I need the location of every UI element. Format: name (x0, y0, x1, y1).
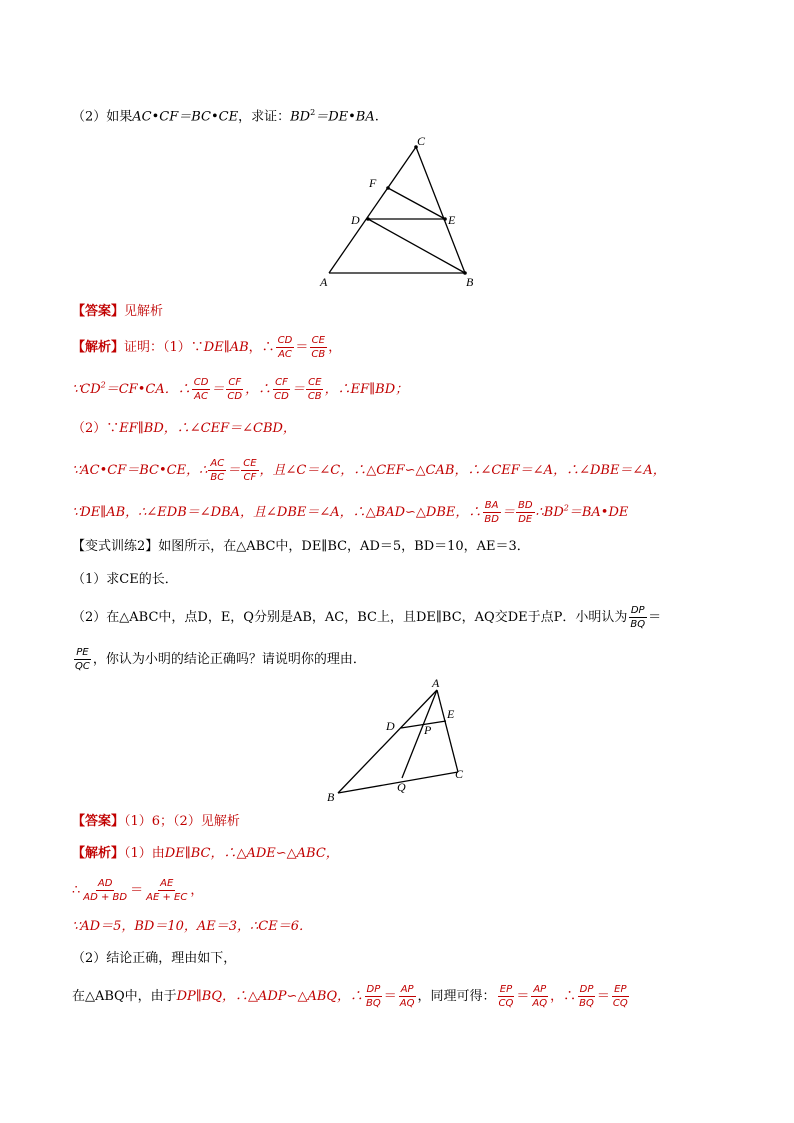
analysis-2-line-1 (72, 845, 339, 863)
equals: ＝ (596, 989, 610, 1004)
numerator: AD (97, 878, 113, 889)
label-b: B (466, 275, 474, 289)
equals: ＝ (295, 340, 309, 355)
text: ∵CD (72, 382, 101, 397)
analysis-2-line-3: ∵AD＝5，BD＝10，AE＝3，∴CE＝6． (72, 919, 312, 934)
answer-tag: 【答案】 (72, 304, 125, 319)
analysis-1-line-3 (72, 420, 296, 438)
label-c: C (417, 134, 426, 148)
fraction (241, 457, 258, 484)
label-q: Q (397, 780, 406, 794)
fraction (611, 983, 630, 1010)
text: ，你认为小明的结论正确吗？请说明你的理由． (92, 652, 366, 667)
prompt-condition: AC•CF＝BC•CE (132, 109, 239, 125)
text: ，同理可得： (417, 989, 496, 1004)
numerator: DP (366, 984, 381, 995)
sup: 2 (100, 380, 106, 390)
answer-1 (72, 303, 163, 321)
denominator: BC (210, 472, 225, 483)
fraction (309, 334, 327, 361)
prompt-end: . (374, 109, 379, 125)
numerator: BA (484, 500, 499, 511)
fraction (628, 604, 647, 631)
text: （1）由 (124, 846, 165, 861)
label-d: D (351, 213, 360, 227)
fraction (530, 983, 549, 1010)
fraction (516, 499, 535, 526)
question-2-prompt (72, 104, 379, 126)
denominator: BQ (630, 619, 646, 630)
denominator: BD (484, 514, 499, 525)
denominator: AC (278, 349, 292, 360)
text: EF∥BD，∴∠CEF＝∠CBD， (119, 421, 296, 436)
label-p: P (424, 723, 432, 737)
numerator: AP (533, 984, 547, 995)
answer-tag: 【答案】 (72, 814, 125, 829)
analysis-tag: 【解析】 (72, 340, 125, 355)
analysis-1-line-4 (72, 457, 666, 484)
label-c: C (455, 767, 464, 781)
text: ∴ (72, 883, 81, 898)
text: DE∥AB (203, 340, 249, 355)
label-a: A (432, 676, 440, 690)
fraction (208, 457, 226, 484)
label-e: E (448, 213, 456, 227)
denominator: CD (227, 391, 243, 402)
numerator: EP (499, 984, 513, 995)
variant-q2-line-1 (72, 604, 661, 631)
analysis-2-line-5 (72, 983, 631, 1010)
variant-q2-line-2 (72, 646, 366, 673)
numerator: CF (275, 377, 288, 388)
fraction (73, 646, 92, 673)
prompt-rhs: ＝DE•BA (315, 109, 375, 125)
equals: ＝ (648, 610, 662, 625)
denominator: CQ (612, 998, 628, 1009)
text: ∵AC•CF＝BC•CE，∴ (72, 463, 208, 478)
fraction (306, 376, 324, 403)
fraction (144, 877, 189, 904)
analysis-tag: 【解析】 (72, 846, 125, 861)
numerator: AC (210, 458, 225, 469)
equals: ＝ (227, 463, 241, 478)
denominator: AC (194, 391, 208, 402)
prompt-bd: BD (290, 109, 311, 125)
text: ，∴ (245, 382, 272, 397)
label-e: E (447, 707, 455, 721)
analysis-2-line-4: （2）结论正确，理由如下， (72, 951, 237, 966)
denominator: BQ (579, 998, 594, 1009)
sup: 2 (563, 503, 569, 513)
variant-title: 【变式训练2】如图所示，在△ABC中，DE∥BC，AD＝5，BD＝10，AE＝3． (72, 539, 530, 554)
label-d: D (386, 719, 395, 733)
denominator: CD (274, 391, 289, 402)
numerator: CF (228, 377, 242, 388)
analysis-1-line-2 (72, 376, 408, 403)
text: ，∴EF∥BD； (324, 382, 409, 397)
numerator: CE (311, 335, 325, 346)
fraction (81, 877, 129, 904)
text: DP∥BQ，∴△ADP∽△ABQ，∴ (176, 989, 364, 1004)
numerator: CE (308, 377, 322, 388)
denominator: CB (307, 391, 322, 402)
denominator: CB (311, 349, 326, 360)
answer-text: （1）6；（2）见解析 (124, 814, 240, 829)
figure-triangle-abc-2 (0, 670, 794, 820)
text: ＝BA•DE (568, 505, 629, 520)
prompt-mid: ，求证： (238, 109, 291, 125)
prompt-sup: 2 (310, 108, 316, 117)
label-a: A (320, 275, 328, 289)
text: ∵DE∥AB，∴∠EDB＝∠DBA，且∠DBE＝∠A，∴△BAD∽△DBE，∴ (72, 505, 482, 520)
analysis-1-line-5 (72, 499, 628, 526)
prompt-prefix: （2）如果 (72, 109, 133, 125)
text: DE∥BC，∴△ADE∽△ABC， (164, 846, 339, 861)
fraction (482, 499, 501, 526)
text: ，且∠C＝∠C，∴△CEF∽△CAB，∴∠CEF＝∠A，∴∠DBE＝∠A， (259, 463, 666, 478)
fraction (398, 983, 417, 1010)
answer-2 (72, 813, 240, 831)
numerator: CD (193, 377, 209, 388)
denominator: QC (75, 661, 90, 672)
text: ＝CF•CA．∴ (105, 382, 191, 397)
denominator: BQ (366, 998, 381, 1009)
text: 在△ABQ中，由于 (72, 989, 177, 1004)
text: （2）∵ (72, 421, 120, 436)
text: ，∴ (248, 340, 275, 355)
text: ∴BD (535, 505, 564, 520)
fraction (364, 983, 383, 1010)
variant-q1: （1）求CE的长． (72, 572, 178, 587)
text: ， (328, 340, 342, 355)
equals: ＝ (211, 382, 225, 397)
denominator: AE + EC (146, 892, 188, 903)
analysis-2-line-2 (72, 877, 203, 904)
fraction (276, 334, 295, 361)
fraction (272, 376, 291, 403)
equals: ＝ (130, 883, 144, 898)
denominator: CQ (498, 998, 514, 1009)
text: ， (190, 883, 204, 898)
denominator: CF (243, 472, 257, 483)
numerator: EP (614, 984, 627, 995)
denominator: AQ (532, 998, 548, 1009)
equals: ＝ (516, 989, 530, 1004)
numerator: AE (160, 878, 174, 889)
label-b: B (327, 790, 335, 804)
numerator: DP (630, 605, 645, 616)
numerator: BD (517, 500, 533, 511)
denominator: AD + BD (83, 892, 128, 903)
text: （2）在△ABC中，点D，E，Q分别是AB，AC，BC上，且DE∥BC，AQ交DE于点P．小明认为 (72, 610, 628, 625)
numerator: CD (277, 335, 293, 346)
text: 证明：（1）∵ (124, 340, 204, 355)
fraction (577, 983, 596, 1010)
numerator: CE (243, 458, 257, 469)
fraction (497, 983, 516, 1010)
denominator: DE (518, 514, 533, 525)
numerator: PE (76, 647, 89, 658)
equals: ＝ (291, 382, 305, 397)
numerator: AP (400, 984, 414, 995)
denominator: AQ (399, 998, 415, 1009)
fraction (225, 376, 244, 403)
equals: ＝ (383, 989, 397, 1004)
numerator: DP (579, 984, 594, 995)
text: ，∴ (550, 989, 577, 1004)
analysis-1-line-1 (72, 334, 341, 361)
label-f: F (369, 176, 377, 190)
fraction (192, 376, 211, 403)
answer-text: 见解析 (124, 304, 164, 319)
equals: ＝ (501, 505, 515, 520)
